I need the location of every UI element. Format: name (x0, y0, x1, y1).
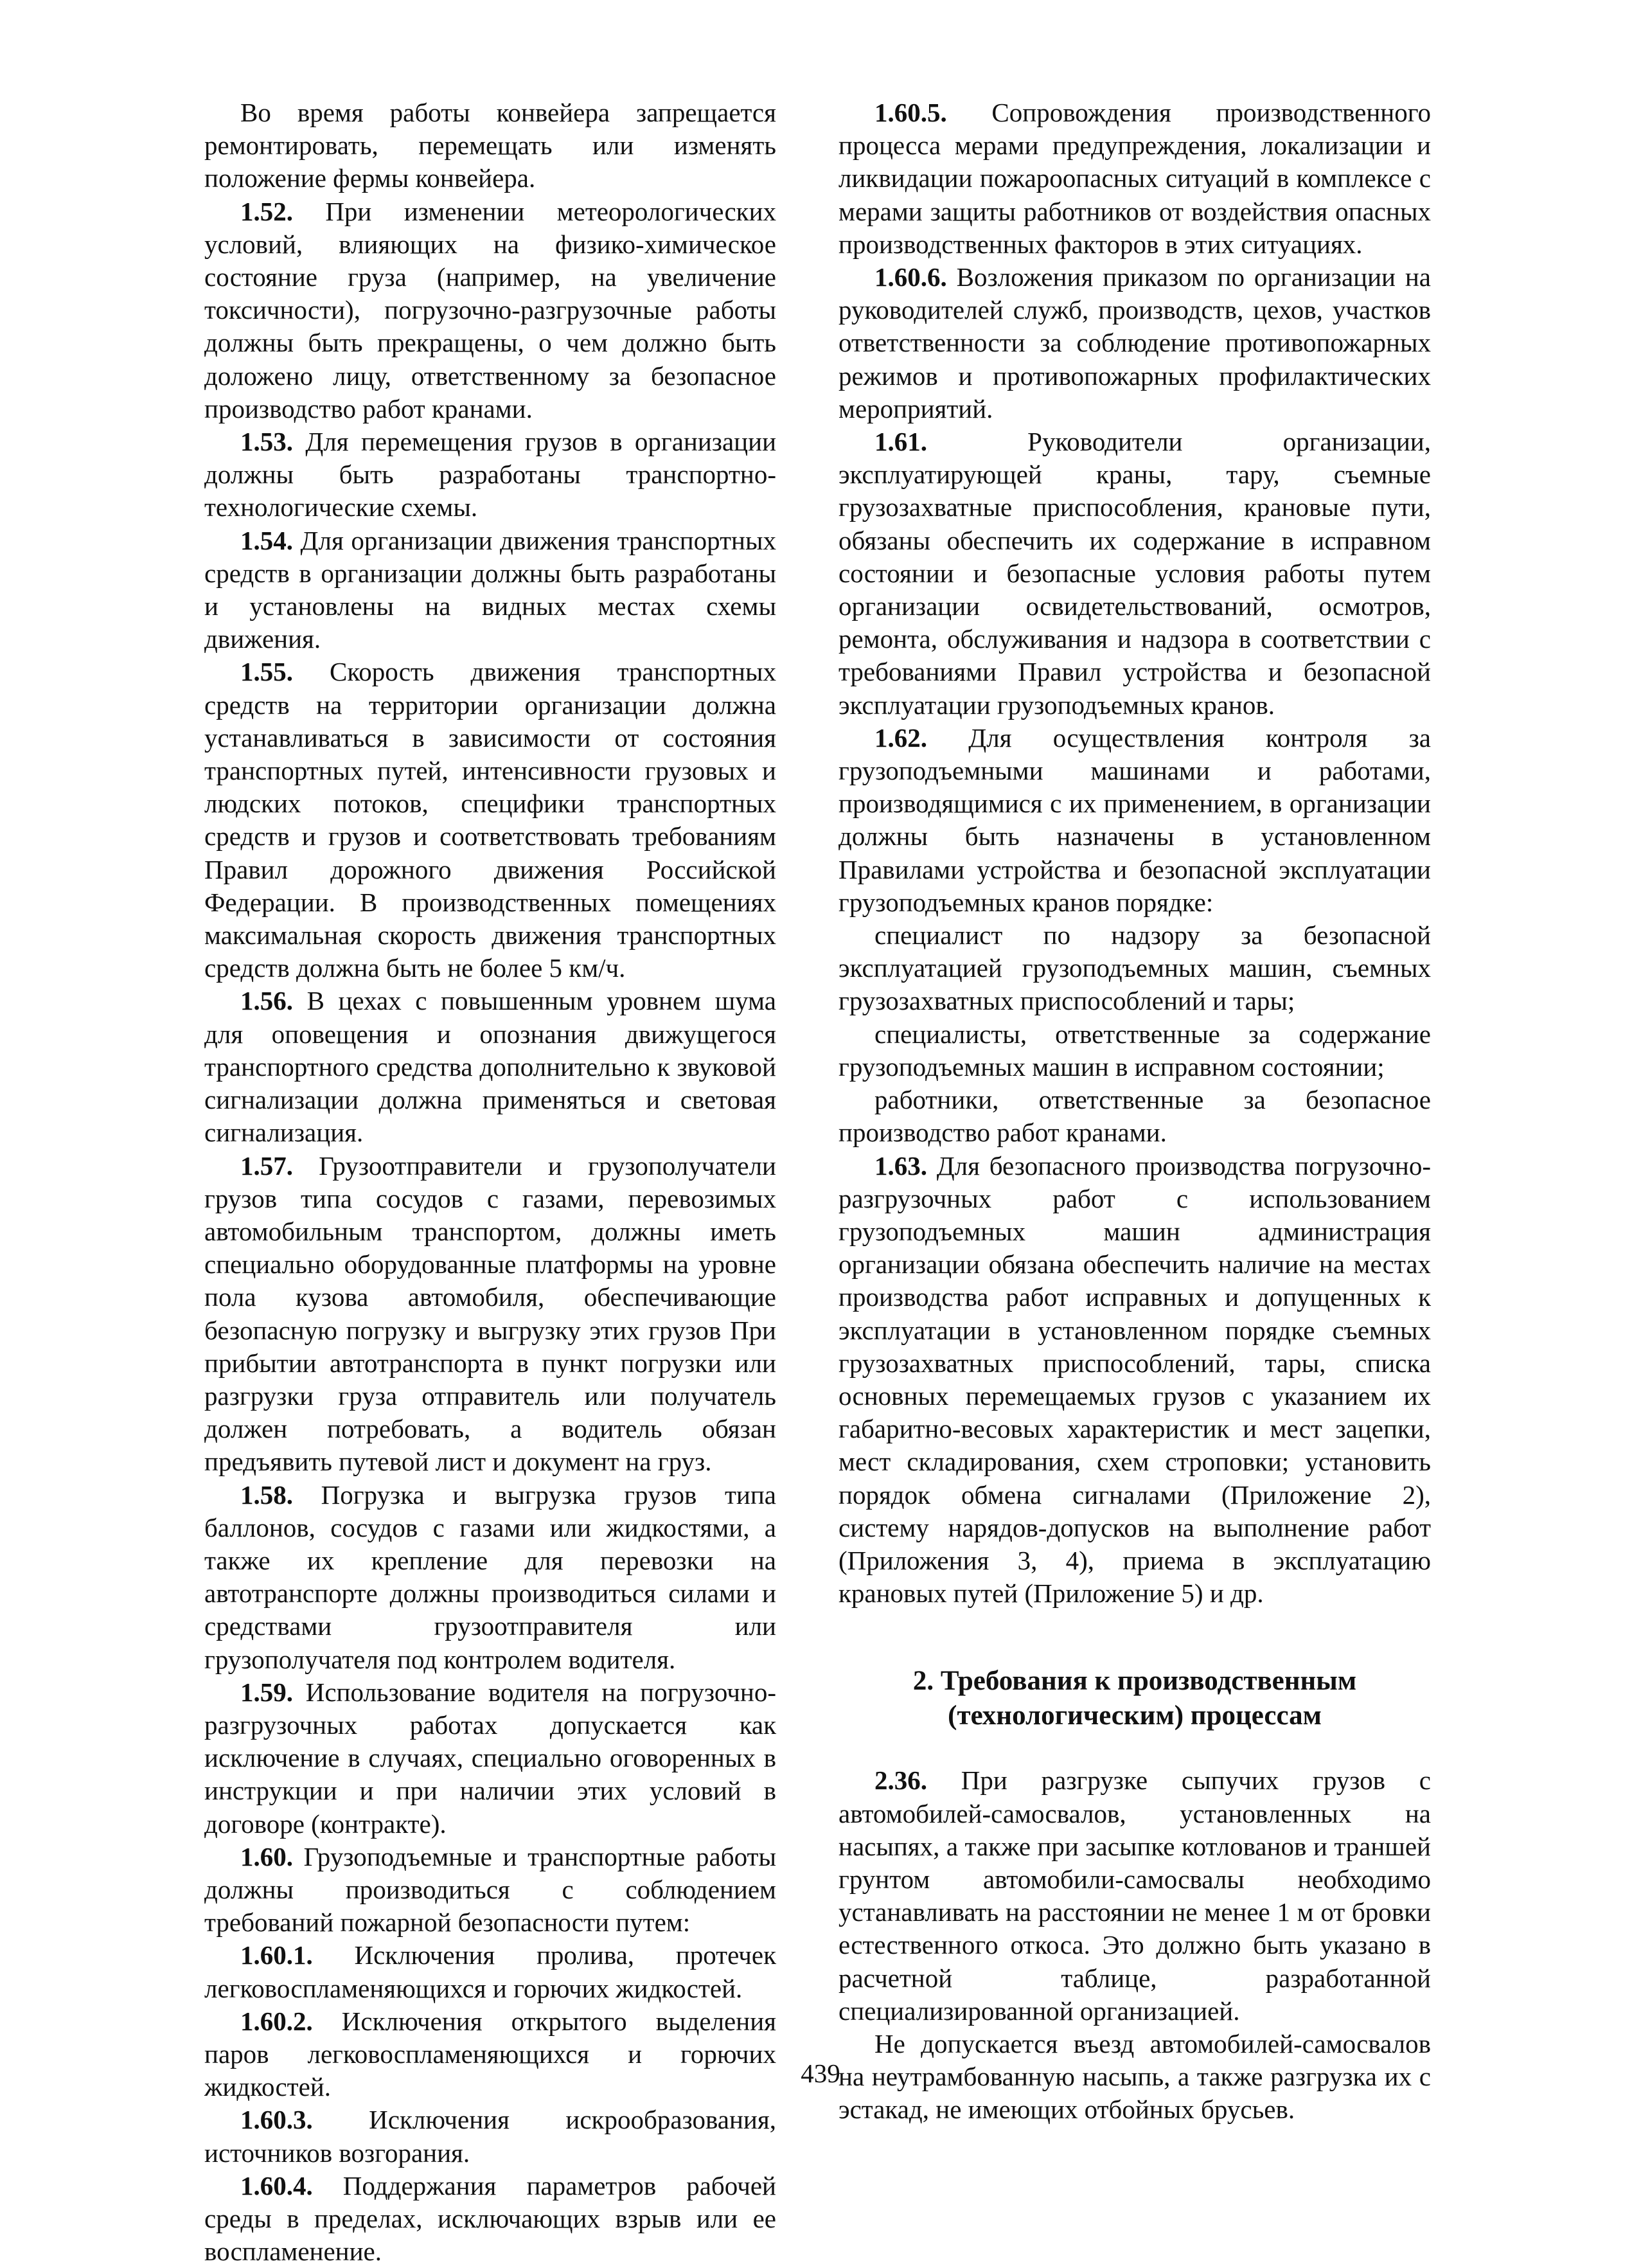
paragraph-1-63: 1.63. Для безопасного производства погрузочно-разгрузочных работ с использованием грузоподъемных машин администрация организации обязана обеспечить наличие на местах производства работ исправных и допущенных к эксплуатации в установленном порядке съемных грузозахватных приспособлений, тары, списка основных перемещаемых грузов с указанием их габаритно-весовых характеристик и мест зацепки, мест складирования, схем строповки; установить порядок обмена сигналами (Приложение 2), систему нарядов-допусков на выполнение работ (Приложения 3, 4), приема в эксплуатацию крановых путей (Приложение 5) и др. (838, 1150, 1431, 1609)
paragraph-1-59: 1.59. Использование водителя на погрузочно-разгрузочных работах допускается как исключение в случаях, специально оговоренных в инструкции и при наличии этих условий в договоре (контракте). (204, 1677, 776, 1839)
list-item-specialists-responsible: специалисты, ответственные за содержание грузоподъемных машин в исправном состоянии; (838, 1019, 1431, 1082)
paragraph-1-61: 1.61. Руководители организации, эксплуатирующей краны, тару, съемные грузозахватные приспособления, крановые пути, обязаны обеспечить их содержание в исправном состоянии и безопасные условия работы путем организации освидетельствований, осмотров, ремонта, обслуживания и надзора в соответствии с требованиями Правил устройства и безопасной эксплуатации грузоподъемных кранов. (838, 427, 1431, 720)
paragraph-1-52: 1.52. При изменении метеорологических условий, влияющих на физико-химическое состояние груза (например, на увеличение токсичности), погрузочно-разгрузочные работы должны быть прекращены, о чем должно быть доложено лицу, ответственному за безопасное производство работ кранами. (204, 196, 777, 424)
paragraph-1-60: 1.60. Грузоподъемные и транспортные работы должны производиться с соблюдением требований пожарной безопасности путем: (204, 1841, 776, 1938)
paragraph-1-60-5: 1.60.5. Сопровождения производственного процесса мерами предупреждения, локализации и ликвидации пожароопасных ситуаций в комплексе с мерами защиты работников от воздействия опасных производственных факторов в этих ситуациях. (838, 98, 1432, 259)
list-item-workers: работники, ответственные за безопасное производство работ кранами. (838, 1085, 1431, 1148)
paragraph-1-54: 1.54. Для организации движения транспортных средств в организации должны быть разработаны и установлены на видных местах схемы движения. (204, 525, 777, 654)
section-heading-line-2: (технологическим) процессам (948, 1701, 1322, 1731)
paragraph-1-55: 1.55. Скорость движения транспортных средств на территории организации должна устанавливаться в зависимости от состояния транспортных путей, интенсивности грузовых и людских потоков, специфики транспортных средств и грузов и соответствовать требованиям Правил дорожного движения Российской Федерации. В производственных помещениях максимальная скорость движения транспортных средств должна быть не более 5 км/ч. (204, 657, 777, 983)
paragraph-1-53: 1.53. Для перемещения грузов в организации должны быть разработаны транспортно-технологические схемы. (204, 427, 777, 522)
left-column (204, 96, 776, 2268)
paragraph-dump-trucks: Не допускается въезд автомобилей-самосвалов на неутрамбованную насыпь, а также разгрузка их с эстакад, не имеющих отбойных брусьев. (838, 2028, 1431, 2125)
paragraph-1-58: 1.58. Погрузка и выгрузка грузов типа баллонов, сосудов с газами или жидкостями, а также их крепление для перевозки на автотранспорте должны производиться силами и средствами грузоотправителя или грузополучателя под контролем водителя. (204, 1479, 777, 1674)
paragraph-1-62: 1.62. Для осуществления контроля за грузоподъемными машинами и работами, производящимися с их применением, в организации должны быть назначены в установленном Правилами устройства и безопасной эксплуатации грузоподъемных кранов порядке: (838, 722, 1431, 917)
section-heading-line-1: 2. Требования к производственным (912, 1666, 1357, 1697)
paragraph-1-57: 1.57. Грузоотправители и грузополучатели грузов типа сосудов с газами, перевозимых автомобильным транспортом, должны иметь специально оборудованные платформы на уровне пола кузова автомобиля, обеспечивающие безопасную погрузку и выгрузку этих грузов При прибытии автотранспорта в пункт погрузки или разгрузки груза отправитель или получатель должен потребовать, а водитель обязан предъявить путевой лист и документ на груз. (204, 1150, 776, 1477)
paragraph-1-60-6: 1.60.6. Возложения приказом по организации на руководителей служб, производств, цехов, участков ответственности за соблюдение противопожарных режимов и противопожарных профилактических мероприятий. (838, 262, 1432, 424)
page-number: 439 (801, 2058, 840, 2088)
paragraph-1-60-4: 1.60.4. Поддержания параметров рабочей среды в пределах, исключающих взрыв или ее воспламенение. (204, 2170, 776, 2267)
section-heading (838, 1664, 1431, 1733)
paragraph-1-60-3: 1.60.3. Исключения искрообразования, источников возгорания. (204, 2105, 776, 2168)
paragraph-1-60-1: 1.60.1. Исключения пролива, протечек легковоспламеняющихся и горючих жидкостей. (204, 1940, 776, 2003)
right-column (838, 96, 1431, 2127)
list-item-specialist: специалист по надзору за безопасной эксплуатацией грузоподъемных машин, съемных грузозахватных приспособлений и тары; (838, 920, 1431, 1016)
paragraph-1-56: 1.56. В цехах с повышенным уровнем шума для оповещения и опознания движущегося транспортного средства дополнительно к звуковой сигнализации должна применяться и световая сигнализация. (204, 986, 776, 1148)
paragraph-1-60-2: 1.60.2. Исключения открытого выделения паров легковоспламеняющихся и горючих жидкостей. (204, 2006, 776, 2102)
paragraph-2-36: 2.36. При разгрузке сыпучих грузов с автомобилей-самосвалов, установленных на насыпях, а также при засыпке котлованов и траншей грунтом автомобили-самосвалы необходимо устанавливать на расстоянии не менее 1 м от бровки естественного откоса. Это должно быть указано в расчетной таблице, разработанной специализированной организацией. (838, 1765, 1431, 2026)
paragraph-conveyor: Во время работы конвейера запрещается ремонтировать, перемещать или изменять положение фермы конвейера. (204, 98, 776, 193)
